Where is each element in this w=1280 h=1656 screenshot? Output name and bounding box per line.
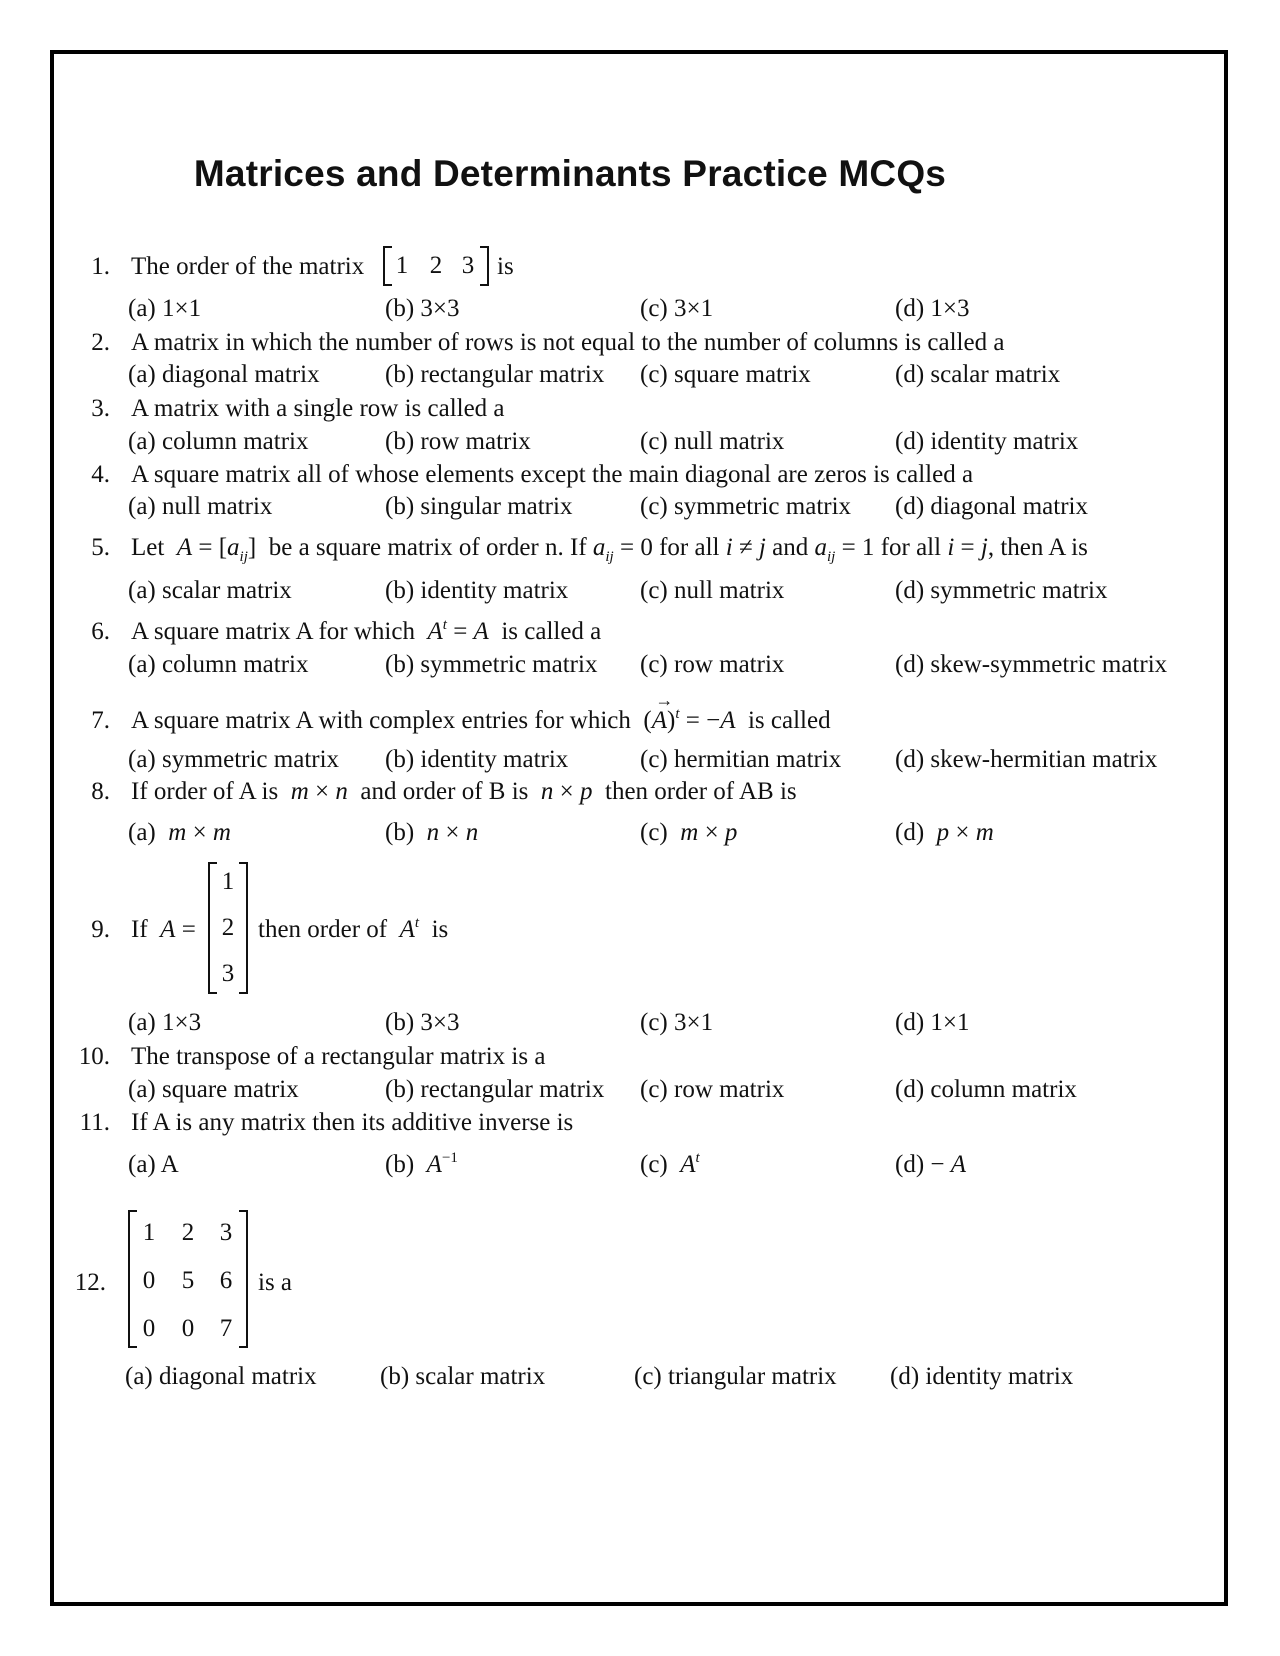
q11-option-b[interactable]: (b) $A^{-1}$ <box>385 1150 458 1178</box>
q9-option-b[interactable]: (b) 3×3 <box>385 1009 460 1036</box>
q3-text: A matrix with a single row is called a <box>131 395 505 422</box>
q4-option-c[interactable]: (c) symmetric matrix <box>640 493 852 520</box>
q5-option-d[interactable]: (d) symmetric matrix <box>895 577 1108 604</box>
q5-text: Let $A = [a_{ij}]$ be a square matrix of order n. If $a_{ij} = 0$ for all i ≠ j and $a_{ij} = 1$ for all i = j, then A is <box>131 534 1088 565</box>
q1-text: The order of the matrix <box>131 253 365 280</box>
q9-text-start: If A = <box>131 916 196 943</box>
q5-option-c[interactable]: (c) null matrix <box>640 577 785 604</box>
q8-option-b[interactable]: (b) n × n <box>385 819 479 846</box>
q1-number: 1. <box>91 253 110 280</box>
q7-number: 7. <box>91 707 110 734</box>
q8-option-c[interactable]: (c) m × p <box>640 819 738 846</box>
q9-option-c[interactable]: (c) 3×1 <box>640 1009 714 1036</box>
q11-option-a[interactable]: (a) A <box>128 1151 179 1178</box>
q11-text: If A is any matrix then its additive inverse is <box>131 1109 574 1136</box>
q8-option-d[interactable]: (d) p × m <box>895 819 994 846</box>
q2-number: 2. <box>91 329 110 356</box>
q1-option-b[interactable]: (b) 3×3 <box>385 295 460 322</box>
q10-option-b[interactable]: (b) rectangular matrix <box>385 1076 605 1103</box>
q1-matrix: 1 2 3 <box>383 246 489 286</box>
q7-option-c[interactable]: (c) hermitian matrix <box>640 746 842 773</box>
q8-option-a[interactable]: (a) m × m <box>128 819 231 846</box>
q1-option-d[interactable]: (d) 1×3 <box>895 295 970 322</box>
q10-text: The transpose of a rectangular matrix is a <box>131 1043 546 1070</box>
q5-option-b[interactable]: (b) identity matrix <box>385 577 569 604</box>
q4-option-b[interactable]: (b) singular matrix <box>385 493 573 520</box>
q9-matrix: 1 2 3 <box>208 862 248 994</box>
q5-option-a[interactable]: (a) scalar matrix <box>128 577 292 604</box>
q6-text: A square matrix A for which $A^t = A$ is called a <box>131 617 602 645</box>
q6-number: 6. <box>91 618 110 645</box>
q2-option-b[interactable]: (b) rectangular matrix <box>385 361 605 388</box>
q6-option-a[interactable]: (a) column matrix <box>128 651 309 678</box>
q9-option-d[interactable]: (d) 1×1 <box>895 1009 970 1036</box>
q2-option-d[interactable]: (d) scalar matrix <box>895 361 1061 388</box>
q7-text: A square matrix A with complex entries for which (A) → $^t$ = −A is called <box>131 690 831 734</box>
q7-option-a[interactable]: (a) symmetric matrix <box>128 746 340 773</box>
q8-number: 8. <box>91 778 110 805</box>
q5-number: 5. <box>91 534 110 561</box>
q4-option-d[interactable]: (d) diagonal matrix <box>895 493 1088 520</box>
q2-option-a[interactable]: (a) diagonal matrix <box>128 361 320 388</box>
q2-text: A matrix in which the number of rows is not equal to the number of columns is called a <box>131 329 1005 356</box>
q10-option-d[interactable]: (d) column matrix <box>895 1076 1077 1103</box>
q12-option-a[interactable]: (a) diagonal matrix <box>125 1363 317 1390</box>
q6-option-b[interactable]: (b) symmetric matrix <box>385 651 598 678</box>
q12-text: is a <box>258 1269 293 1296</box>
q4-option-a[interactable]: (a) null matrix <box>128 493 273 520</box>
q8-text: If order of A is m × n and order of B is n × p then order of AB is <box>131 778 797 805</box>
q1-option-c[interactable]: (c) 3×1 <box>640 295 714 322</box>
q3-option-d[interactable]: (d) identity matrix <box>895 428 1079 455</box>
q4-text: A square matrix all of whose elements except the main diagonal are zeros is called a <box>131 461 974 488</box>
q12-number: 12. <box>74 1269 106 1296</box>
q6-option-d[interactable]: (d) skew-symmetric matrix <box>895 651 1168 678</box>
q12-option-d[interactable]: (d) identity matrix <box>890 1363 1074 1390</box>
q3-option-b[interactable]: (b) row matrix <box>385 428 531 455</box>
q12-option-c[interactable]: (c) triangular matrix <box>634 1363 837 1390</box>
q12-matrix: 1 2 3 0 5 6 0 0 7 <box>128 1210 248 1348</box>
q11-option-c[interactable]: (c) $A^t$ <box>640 1150 700 1178</box>
q4-number: 4. <box>91 461 110 488</box>
q10-option-a[interactable]: (a) square matrix <box>128 1076 299 1103</box>
page-title: Matrices and Determinants Practice MCQs <box>193 153 947 194</box>
q2-option-c[interactable]: (c) square matrix <box>640 361 811 388</box>
q9-option-a[interactable]: (a) 1×3 <box>128 1009 202 1036</box>
q11-option-d[interactable]: (d) − A <box>895 1151 967 1178</box>
q7-option-d[interactable]: (d) skew-hermitian matrix <box>895 746 1158 773</box>
q10-option-c[interactable]: (c) row matrix <box>640 1076 785 1103</box>
q7-option-b[interactable]: (b) identity matrix <box>385 746 569 773</box>
q1-option-a[interactable]: (a) 1×1 <box>128 295 202 322</box>
q3-option-c[interactable]: (c) null matrix <box>640 428 785 455</box>
q9-text-end: then order of $A^t$ is <box>258 915 449 943</box>
q3-number: 3. <box>91 395 110 422</box>
q6-option-c[interactable]: (c) row matrix <box>640 651 785 678</box>
q3-option-a[interactable]: (a) column matrix <box>128 428 309 455</box>
q10-number: 10. <box>78 1043 110 1070</box>
q12-option-b[interactable]: (b) scalar matrix <box>380 1363 546 1390</box>
q11-number: 11. <box>79 1109 110 1136</box>
q9-number: 9. <box>91 916 110 943</box>
